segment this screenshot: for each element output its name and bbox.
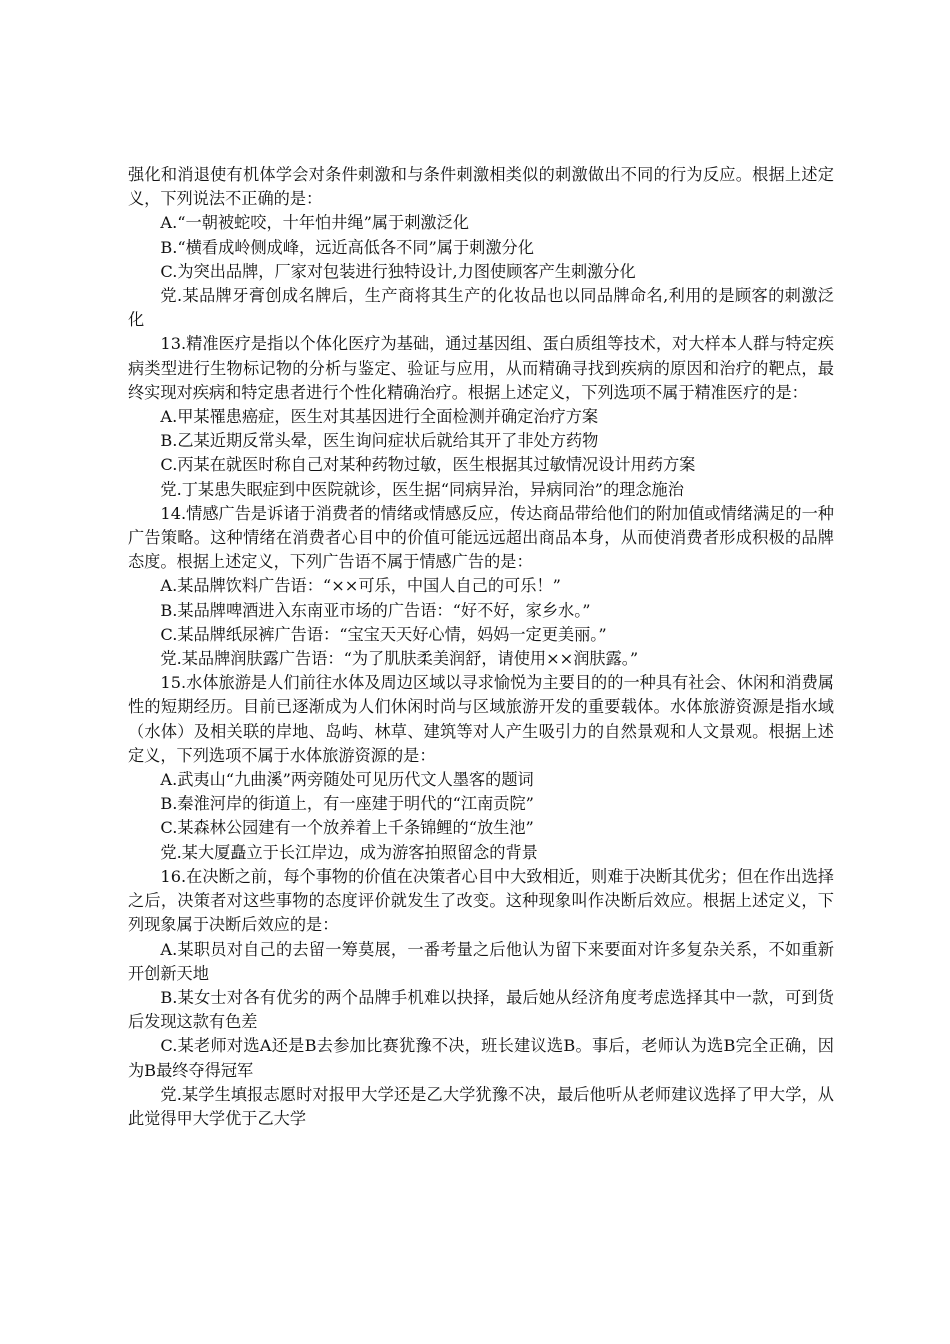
question-14-option-b: B.某品牌啤酒进入东南亚市场的广告语：“好不好，家乡水。” [160, 600, 591, 620]
question-16 [128, 865, 834, 1131]
question-14-option-c: C.某品牌纸尿裤广告语：“宝宝天天好心情，妈妈一定更美丽。” [160, 624, 607, 644]
question-14-option-a: A.某品牌饮料广告语：“××可乐，中国人自己的可乐！” [160, 576, 561, 596]
question-13-stem: 13.精准医疗是指以个体化医疗为基础，通过基因组、蛋白质组等技术，对大样本人群与特定疾病类型进行生物标记物的分析与鉴定、验证与应用，从而精确寻找到疾病的原因和治疗的靶点，最终实现对疾病和特定患者进行个性化精确治疗。根据上述定义，下列选项不属于精准医疗的是： [128, 334, 834, 402]
question-12-stem: 强化和消退使有机体学会对条件刺激和与条件刺激相类似的刺激做出不同的行为反应。根据上述定义，下列说法不正确的是： [128, 165, 834, 209]
question-14-stem: 14.情感广告是诉诸于消费者的情绪或情感反应，传达商品带给他们的附加值或情绪满足的一种广告策略。这种情绪在消费者心目中的价值可能远远超出商品本身，从而使消费者形成积极的品牌态度。根据上述定义，下列广告语不属于情感广告的是： [128, 503, 834, 572]
exam-page [128, 163, 834, 1131]
question-15-option-a: A.武夷山“九曲溪”两旁随处可见历代文人墨客的题词 [160, 770, 534, 790]
question-16-option-b: B.某女士对各有优劣的两个品牌手机难以抉择，最后她从经济角度考虑选择其中一款，可到货后发现这款有色差 [128, 987, 834, 1032]
question-13-option-c: C.丙某在就医时称自己对某种药物过敏，医生根据其过敏情况设计用药方案 [160, 455, 696, 475]
question-15 [128, 671, 834, 865]
question-12-option-b: B.“横看成岭侧成峰，远近高低各不同”属于刺激分化 [160, 237, 534, 257]
question-12 [128, 163, 834, 332]
question-13-option-d: 党.丁某患失眠症到中医院就诊，医生据“同病异治，异病同治”的理念施治 [160, 479, 684, 499]
question-13-option-b: B.乙某近期反常头晕，医生询问症状后就给其开了非处方药物 [160, 431, 599, 451]
question-15-option-c: C.某森林公园建有一个放养着上千条锦鲤的“放生池” [160, 818, 534, 838]
question-13-option-a: A.甲某罹患癌症，医生对其基因进行全面检测并确定治疗方案 [160, 407, 599, 427]
question-14 [128, 502, 834, 671]
question-13 [128, 332, 834, 501]
question-12-option-d: 党.某品牌牙膏创成名牌后，生产商将其生产的化妆品也以同品牌命名,利用的是顾客的刺激泛化 [128, 286, 834, 330]
question-16-option-d: 党.某学生填报志愿时对报甲大学还是乙大学犹豫不决，最后他听从老师建议选择了甲大学，从此觉得甲大学优于乙大学 [128, 1084, 834, 1128]
question-12-option-c: C.为突出品牌，厂家对包装进行独特设计,力图使顾客产生刺激分化 [160, 261, 636, 281]
question-12-option-a: A.“一朝被蛇咬，十年怕井绳”属于刺激泛化 [160, 213, 469, 233]
question-16-option-a: A.某职员对自己的去留一筹莫展，一番考量之后他认为留下来要面对许多复杂关系，不如重新开创新天地 [128, 939, 834, 983]
question-16-stem: 16.在决断之前，每个事物的价值在决策者心目中大致相近，则难于决断其优劣；但在作出选择之后，决策者对这些事物的态度评价就发生了改变。这种现象叫作决断后效应。根据上述定义，下列现象属于决断后效应的是： [128, 866, 834, 935]
question-14-option-d: 党.某品牌润肤露广告语：“为了肌肤柔美润舒，请使用××润肤露。” [160, 649, 639, 669]
question-15-stem: 15.水体旅游是人们前往水体及周边区域以寻求愉悦为主要目的的一种具有社会、休闲和消费属性的短期经历。目前已逐渐成为人们休闲时尚与区域旅游开发的重要载体。水体旅游资源是指水域（水体）及相关联的岸地、岛屿、林草、建筑等对人产生吸引力的自然景观和人文景观。根据上述定义，下列选项不属于水体旅游资源的是： [128, 673, 834, 765]
question-15-option-d: 党.某大厦矗立于长江岸边，成为游客拍照留念的背景 [160, 842, 538, 862]
question-15-option-b: B.秦淮河岸的街道上，有一座建于明代的“江南贡院” [160, 794, 534, 814]
question-16-option-c: C.某老师对选A还是B去参加比赛犹豫不决，班长建议选B。事后，老师认为选B完全正确，因为B最终夺得冠军 [128, 1036, 834, 1080]
